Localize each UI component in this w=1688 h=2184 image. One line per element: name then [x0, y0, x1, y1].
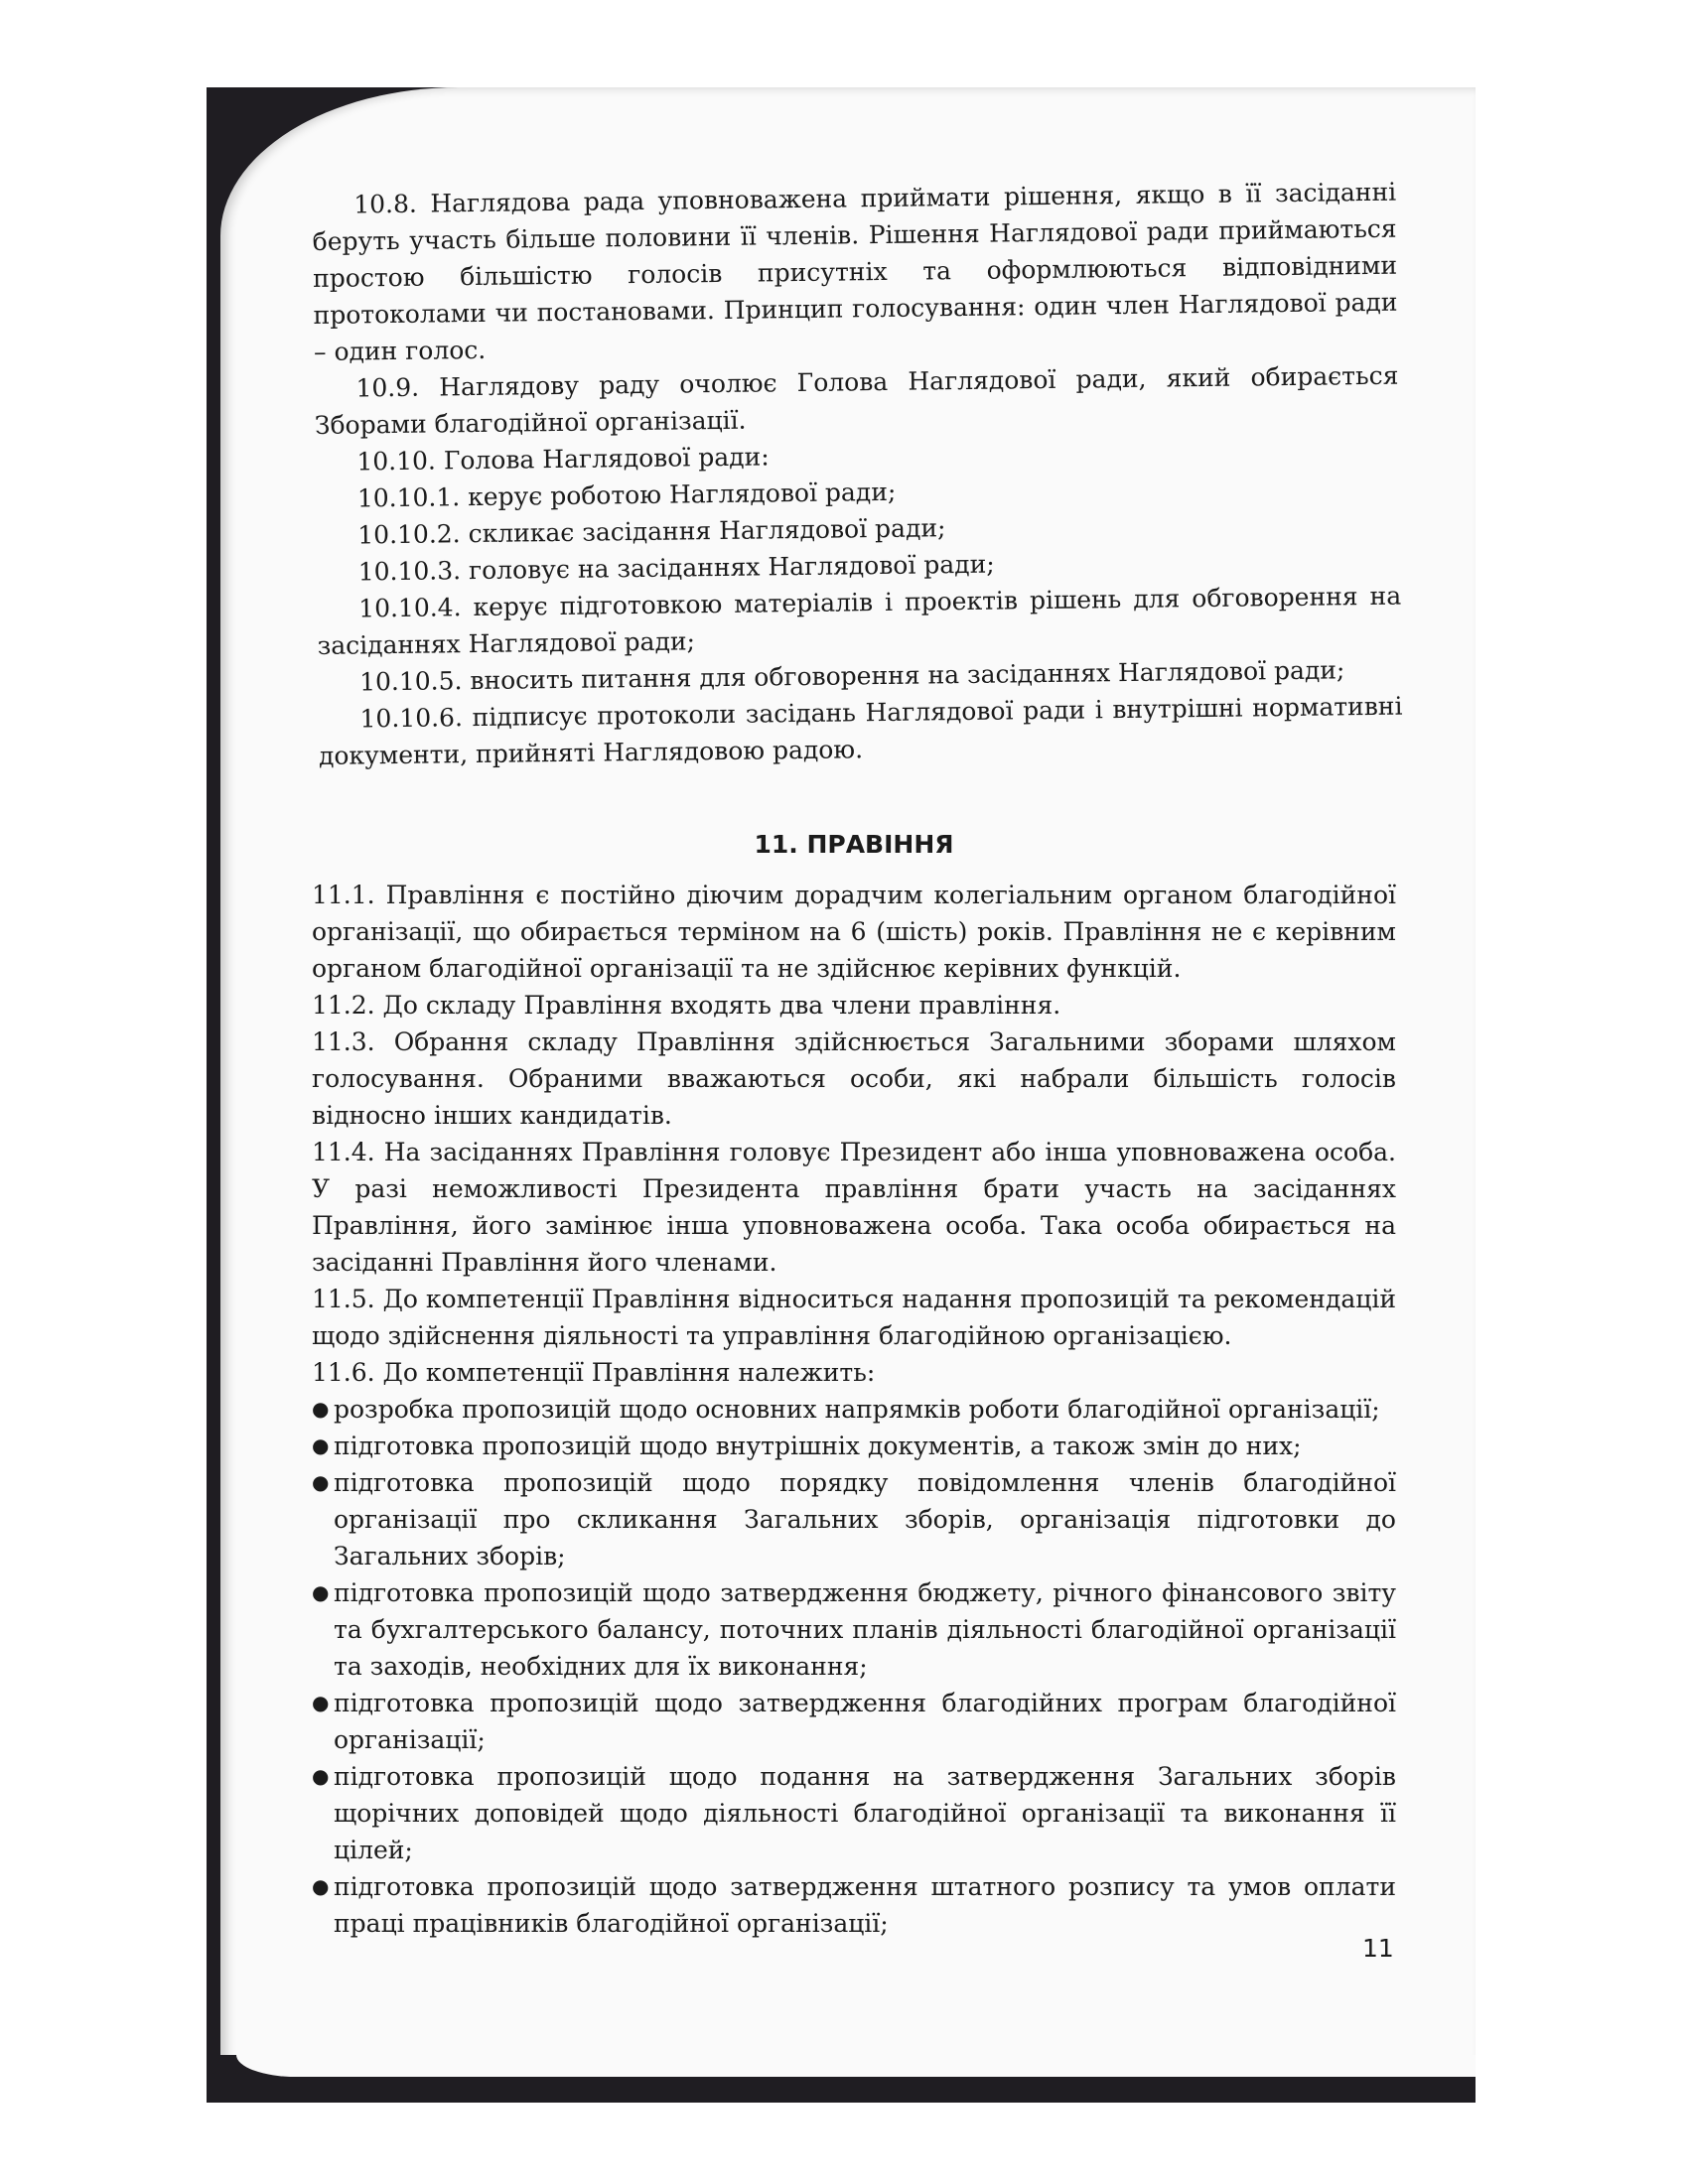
- scan-bottom-edge: [207, 2055, 1476, 2103]
- list-item-text: підготовка пропозицій щодо затвердження штатного розпису та умов оплати праці працівників благодійної організації;: [334, 1872, 1396, 1938]
- competence-list: [312, 1391, 1396, 1942]
- page-body: [312, 177, 1403, 1942]
- list-item-text: підготовка пропозицій щодо порядку повідомлення членів благодійної організації про скликання Загальних зборів, організація підготовки до Загальних зборів;: [334, 1468, 1396, 1570]
- paragraph-10-10-5: 10.10.5. вносить питання для обговорення на засіданнях Наглядової ради;: [358, 655, 1345, 697]
- paragraph-11-5: 11.5. До компетенції Правління відноситься надання пропозицій та рекомендацій щодо здійснення діяльності та управління благодійною організацією.: [312, 1285, 1396, 1350]
- paper-sheet: [220, 87, 1476, 2103]
- list-item: [312, 1428, 1396, 1464]
- board-section: [312, 877, 1396, 1942]
- paragraph-11-3: 11.3. Обрання складу Правління здійснюється Загальними зборами шляхом голосування. Обраними вважаються особи, які набрали більшість голосів відносно інших кандидатів.: [312, 1027, 1396, 1130]
- list-item-text: підготовка пропозицій щодо подання на затвердження Загальних зборів щорічних доповідей щодо діяльності благодійної організації та виконання її цілей;: [334, 1762, 1396, 1864]
- list-item: [312, 1758, 1396, 1868]
- list-item-text: розробка пропозицій щодо основних напрямків роботи благодійної організації;: [334, 1395, 1380, 1424]
- paragraph-11-4: 11.4. На засіданнях Правління головує Президент або інша уповноважена особа. У разі неможливості Президента правління брати участь на засіданнях Правління, його замінює інша уповноважена особа. Така особа обирається на засіданні Правління його членами.: [312, 1138, 1396, 1277]
- page-number: 11: [1362, 1934, 1394, 1963]
- section-heading: 11. ПРАВІННЯ: [754, 830, 954, 859]
- paragraph-10-10-1: 10.10.1. керує роботою Наглядової ради;: [356, 477, 897, 513]
- bullet-icon: ●: [312, 1397, 330, 1421]
- paragraph-10-9: 10.9. Наглядову раду очолює Голова Наглядової ради, який обирається Зборами благодійної організації.: [314, 360, 1399, 440]
- paragraph-11-2: 11.2. До складу Правління входять два члени правління.: [312, 991, 1061, 1020]
- list-item: [312, 1464, 1396, 1574]
- bullet-icon: ●: [312, 1580, 330, 1604]
- bullet-icon: ●: [312, 1470, 330, 1494]
- list-item-text: підготовка пропозицій щодо затвердження бюджету, річного фінансового звіту та бухгалтерського балансу, поточних планів діяльності благодійної організації та заходів, необхідних для їх виконання;: [334, 1578, 1396, 1681]
- paragraph-11-1: 11.1. Правління є постійно діючим дорадчим колегіальним органом благодійної організації, що обирається терміном на 6 (шість) років. Правління не є керівним органом благодійної організації та не здійснює керівних функцій.: [312, 881, 1396, 983]
- bullet-icon: ●: [312, 1691, 330, 1714]
- list-item: [312, 1868, 1396, 1942]
- paragraph-11-6: 11.6. До компетенції Правління належить:: [312, 1358, 876, 1387]
- paragraph-10-10: 10.10. Голова Наглядової ради:: [356, 442, 770, 477]
- paragraph-10-10-6: 10.10.6. підписує протоколи засідань Наглядової ради і внутрішні нормативні документи, прийняті Наглядовою радою.: [318, 691, 1403, 770]
- paragraph-10-8: 10.8. Наглядова рада уповноважена приймати рішення, якщо в її засіданні беруть участь більше половини її членів. Рішення Наглядової ради приймаються простою більшістю голосів присутніх та оформлюються відповідними протоколами чи постановами. Принцип голосування: один член Наглядової ради – один голос.: [312, 177, 1398, 366]
- scanned-page-frame: [207, 87, 1476, 2103]
- paragraph-10-10-3: 10.10.3. головує на засіданнях Наглядової ради;: [357, 549, 995, 587]
- paragraph-10-10-2: 10.10.2. скликає засідання Наглядової ради;: [357, 513, 946, 550]
- bullet-icon: ●: [312, 1874, 330, 1898]
- list-item-text: підготовка пропозицій щодо затвердження благодійних програм благодійної організації;: [334, 1689, 1396, 1754]
- bullet-icon: ●: [312, 1764, 330, 1788]
- list-item: [312, 1574, 1396, 1685]
- bullet-icon: ●: [312, 1433, 330, 1457]
- paragraph-10-10-4: 10.10.4. керує підготовкою матеріалів і проектів рішень для обговорення на засіданнях Наглядової ради;: [317, 581, 1402, 660]
- list-item-text: підготовка пропозицій щодо внутрішніх документів, а також змін до них;: [334, 1432, 1302, 1460]
- supervisory-board-section: [312, 174, 1403, 774]
- list-item: [312, 1391, 1396, 1428]
- list-item: [312, 1685, 1396, 1758]
